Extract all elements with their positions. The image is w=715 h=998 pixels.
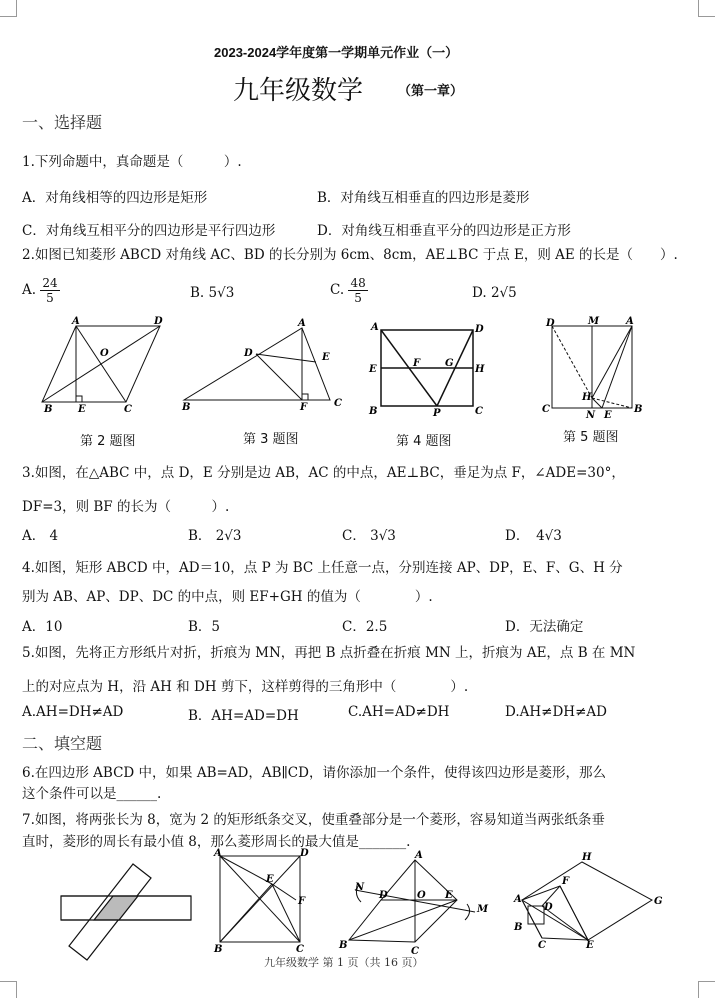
figure-quadrilateral-arcs: [335, 850, 495, 960]
q4-option-b: B．5: [188, 619, 221, 635]
q6-stem-line1: 6.在四边形 ABCD 中，如果 AB=AD，AB∥CD，请你添加一个条件，使得该四边形是菱形，那么: [22, 765, 606, 781]
fig2-label-o: O: [100, 348, 109, 359]
q2-option-d: [472, 285, 517, 301]
q6-stem-line2: 这个条件可以是______.: [22, 786, 162, 802]
fig3-label-c: C: [334, 398, 342, 409]
q3-option-b: B． 2√3: [188, 528, 242, 544]
fig4-label-f: F: [413, 358, 421, 369]
q1-option-b: B．对角线互相垂直的四边形是菱形: [317, 190, 530, 206]
fig5-label-d: D: [546, 318, 555, 329]
figb4-label-e: E: [586, 940, 594, 951]
q3-option-d: D． 4√3: [505, 528, 562, 544]
figure-crossed-strips: [55, 860, 195, 970]
figb4-label-f: F: [562, 876, 570, 887]
figb2-label-c: C: [296, 944, 304, 955]
fig4-label-b: B: [369, 406, 378, 417]
fig2-label-c: C: [124, 404, 132, 415]
exam-header: 2023-2024学年度第一学期单元作业（一）: [214, 45, 459, 60]
q2-option-b: [190, 285, 234, 301]
fig2-label-b: B: [44, 404, 53, 415]
fraction-numerator: 48: [350, 276, 366, 290]
fig2-label-e: E: [78, 404, 86, 415]
figb3-label-b: B: [339, 940, 348, 951]
q5-stem-line1: 5.如图，先将正方形纸片对折，折痕为 MN，再把 B 点折叠在折痕 MN 上，折痕为 AE，点 B 在 MN: [22, 645, 636, 661]
figb2-label-a: A: [214, 848, 222, 859]
caption-fig4: 第 4 题图: [396, 434, 452, 449]
figb3-label-e: E: [445, 890, 453, 901]
page-subtitle: （第一章）: [398, 84, 464, 99]
fig4-label-h: H: [475, 364, 485, 375]
fig3-label-b: B: [182, 402, 191, 413]
q2-option-b-value: 5√3: [208, 285, 235, 301]
q2-option-a-label: A.: [22, 282, 37, 298]
fig4-label-p: P: [433, 408, 441, 419]
q2-option-d-label: D.: [472, 285, 487, 301]
section-choice-heading: 一、选择题: [22, 113, 103, 132]
figb3-label-d: D: [379, 890, 388, 901]
q3-option-a: A． 4: [22, 528, 59, 544]
q2-option-b-label: B.: [190, 285, 205, 301]
fig4-label-c: C: [475, 406, 483, 417]
q2-option-d-value: 2√5: [490, 285, 517, 301]
q1-option-d: D．对角线互相垂直平分的四边形是正方形: [317, 223, 571, 239]
q2-option-c: [330, 276, 368, 305]
figb4-label-c: C: [538, 940, 546, 951]
figb2-label-f: F: [298, 896, 306, 907]
figure-square-diagonal: [210, 848, 315, 958]
fraction-denominator: 5: [354, 291, 362, 305]
q5-option-a: A.AH=DH≠AD: [22, 704, 124, 720]
q2-option-a-fraction: [40, 276, 59, 305]
figure-q4-rectangle: [365, 318, 495, 418]
q4-option-a: A．10: [22, 619, 63, 635]
fraction-denominator: 5: [46, 291, 54, 305]
caption-fig3: 第 3 题图: [243, 432, 299, 447]
figb3-label-c: C: [411, 946, 419, 957]
crop-mark-top-right: [698, 0, 715, 17]
figb2-label-b: B: [214, 944, 223, 955]
fig3-label-d: D: [244, 348, 253, 359]
fig5-label-m: M: [588, 316, 600, 327]
q1-stem: 1.下列命题中，真命题是（ ）.: [22, 154, 242, 170]
fig4-label-d: D: [475, 324, 484, 335]
q1-option-a: A．对角线相等的四边形是矩形: [22, 190, 208, 206]
q1-option-c: C．对角线互相平分的四边形是平行四边形: [22, 223, 276, 239]
q5-option-b: B．AH=AD=DH: [188, 708, 299, 724]
caption-fig2: 第 2 题图: [80, 434, 136, 449]
fraction-numerator: 24: [42, 276, 58, 290]
q4-option-c: C．2.5: [342, 619, 388, 635]
figb4-label-a: A: [514, 894, 522, 905]
figb3-label-o: O: [417, 890, 426, 901]
figb4-label-b: B: [514, 922, 523, 933]
figure-q5-square-fold: [540, 318, 650, 423]
figure-q2-rhombus: [40, 318, 170, 413]
figb4-label-g: G: [654, 896, 663, 907]
fig3-label-a: A: [298, 318, 306, 329]
fig5-label-b: B: [634, 404, 643, 415]
q2-option-c-fraction: [348, 276, 367, 305]
q4-stem-line1: 4.如图，矩形 ABCD 中，AD＝10，点 P 为 BC 上任意一点，分别连接 AP、DP，E、F、G、H 分: [22, 560, 623, 576]
q2-option-c-label: C.: [330, 282, 345, 298]
fig4-label-e: E: [369, 364, 377, 375]
q5-stem-line2: 上的对应点为 H，沿 AH 和 DH 剪下，这样剪得的三角形中（ ）.: [22, 679, 469, 695]
fig5-label-a: A: [626, 316, 634, 327]
caption-fig5: 第 5 题图: [563, 430, 619, 445]
q3-option-c: C． 3√3: [342, 528, 396, 544]
fig5-label-n: N: [586, 410, 596, 421]
figb4-label-d: D: [544, 902, 553, 913]
q4-option-d: D．无法确定: [505, 619, 584, 635]
page-title: 九年级数学: [233, 76, 364, 106]
fig2-label-d: D: [154, 316, 163, 327]
q2-stem: 2.如图已知菱形 ABCD 对角线 AC、BD 的长分别为 6cm、8cm，AE⊥BC 于点 E，则 AE 的长是（ ）.: [22, 247, 678, 263]
page-footer: 九年级数学 第 1 页（共 16 页）: [264, 956, 424, 969]
q3-stem-line1: 3.如图，在△ABC 中，点 D，E 分别是边 AB，AC 的中点，AE⊥BC，垂足为点 F，∠ADE=30°，: [22, 465, 625, 481]
figb2-label-e: E: [266, 874, 274, 885]
section-fill-heading: 二、填空题: [22, 734, 103, 753]
figb3-label-n: N: [355, 882, 365, 893]
fig5-label-e: E: [604, 410, 612, 421]
fig5-label-c: C: [542, 404, 550, 415]
figure-q3-triangle: [180, 318, 350, 413]
q7-stem-line1: 7.如图，将两张长为 8，宽为 2 的矩形纸条交叉，使重叠部分是一个菱形，容易知道当两张纸条垂: [22, 812, 605, 828]
crop-mark-bottom-right: [698, 981, 715, 998]
q7-stem-line2: 直时，菱形的周长有最小值 8，那么菱形周长的最大值是_______.: [22, 834, 411, 850]
figure-rhombus-chain: [512, 850, 667, 950]
figb2-label-d: D: [300, 848, 309, 859]
fig4-label-a: A: [371, 322, 379, 333]
q5-option-d: D.AH≠DH≠AD: [505, 704, 607, 720]
fig3-label-f: F: [300, 402, 308, 413]
figb3-label-a: A: [415, 850, 423, 861]
q5-option-c: C.AH=AD≠DH: [348, 704, 450, 720]
crop-mark-top-left: [0, 0, 17, 17]
fig2-label-a: A: [72, 316, 80, 327]
figb4-label-h: H: [582, 852, 592, 863]
q3-stem-line2: DF=3，则 BF 的长为（ ）.: [22, 499, 230, 515]
crop-mark-bottom-left: [0, 981, 17, 998]
fig4-label-g: G: [445, 358, 454, 369]
fig3-label-e: E: [322, 352, 330, 363]
fig5-label-h: H: [582, 392, 592, 403]
q4-stem-line2: 别为 AB、AP、DP、DC 的中点，则 EF+GH 的值为（ ）.: [22, 589, 433, 605]
figb3-label-m: M: [477, 904, 489, 915]
q2-option-a: [22, 276, 60, 305]
